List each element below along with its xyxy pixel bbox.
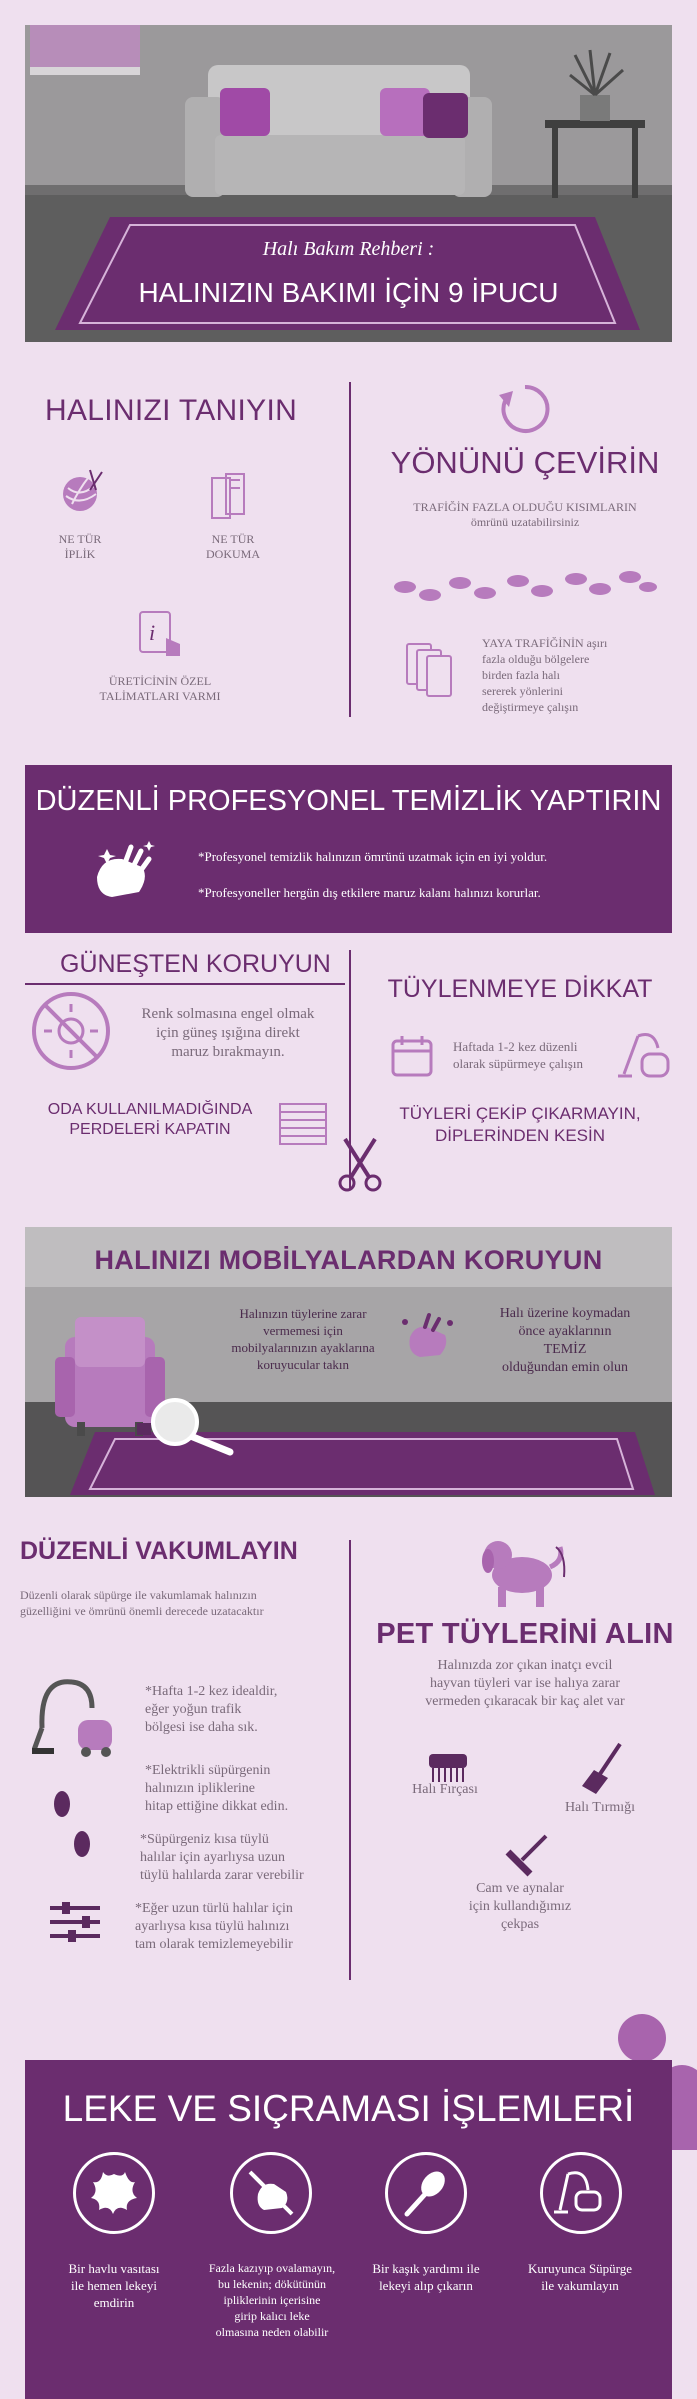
cleaning-hand-icon <box>87 837 157 907</box>
yarn-ball-icon <box>60 468 106 514</box>
stain-text-4: Kuruyunca Süpürge ile vakumlayın <box>527 2261 633 2293</box>
squeegee-icon <box>502 1832 550 1880</box>
rotate-tip: YAYA TRAFİĞİNİN aşırı fazla olduğu bölgelere birden fazla halı sererek yönlerini değiştirmeye çalışın <box>482 636 608 714</box>
footprints-icon <box>390 565 660 615</box>
pro-line-2: *Profesyoneller hergün dış etkilere maruz kalanı halınızı korurlar. <box>198 885 541 900</box>
furniture-title: HALINIZI MOBİLYALARDAN KORUYUN <box>94 1245 603 1275</box>
sun-title: GÜNEŞTEN KORUYUN <box>60 950 331 978</box>
shoe-prints-icon <box>48 1788 96 1868</box>
pro-line-1: *Profesyonel temizlik halınızın ömrünü uzatmak için en iyi yoldur. <box>198 849 548 864</box>
sun-underline <box>25 983 345 985</box>
dog-icon <box>480 1537 570 1609</box>
vacuum-cleaner-icon <box>32 1668 116 1758</box>
fuzz-title: TÜYLENMEYE DİKKAT <box>387 975 653 1003</box>
settings-sliders-icon <box>50 1900 100 1944</box>
pro-title: DÜZENLİ PROFESYONEL TEMİZLİK YAPTIRIN <box>35 785 662 817</box>
furniture-section <box>25 1227 672 1497</box>
sun-text: Renk solmasına engel olmak için güneş ışığına direkt maruz bırakmayın. <box>141 1006 315 1060</box>
vacuum-tip-2: *Elektrikli süpürgenin halınızın ipliklerine hitap ettiğine dikkat edin. <box>145 1763 289 1814</box>
vacuum-lead: Düzenli olarak süpürge ile vakumlamak halınızın güzelliğini ve ömrünü önemli derecede uzatacaktır <box>20 1588 264 1618</box>
vacuum-white-icon <box>552 2164 610 2222</box>
stain-text-1: Bir havlu vasıtası ile hemen lekeyi emdirin <box>68 2261 160 2310</box>
info-manual-icon <box>136 608 184 660</box>
rotate-lead: TRAFİĞİN FAZLA OLDUĞU KISIMLARIN ömrünü uzatabilirsiniz <box>413 500 637 529</box>
splash-icon <box>85 2164 143 2222</box>
header-subtitle: Halı Bakım Rehberi : <box>262 238 435 260</box>
furniture-text-1: Halınızın tüylerine zarar vermemesi için mobilyalarınızın ayaklarına koruyucular takın <box>231 1306 375 1372</box>
furniture-text-2: Halı üzerine koymadan önce ayaklarının TEMİZ olduğundan emin olun <box>499 1306 631 1375</box>
calendar-icon <box>390 1033 436 1079</box>
pet-tool-rake: Halı Tırmığı <box>564 1800 636 1815</box>
vacuum-tip-1: *Hafta 1-2 kez idealdir, eğer yoğun trafik bölgesi ise daha sık. <box>145 1684 278 1735</box>
stain-section <box>25 2060 672 2399</box>
rotate-title: YÖNÜNÜ ÇEVİRİN <box>390 445 660 480</box>
no-sun-icon <box>30 990 112 1072</box>
know-item-manual: ÜRETİCİNİN ÖZEL TALİMATLARI VARMI <box>99 674 221 703</box>
stain-title: LEKE VE SIÇRAMASI İŞLEMLERİ <box>62 2088 635 2129</box>
rug-rake-icon <box>580 1742 626 1796</box>
vacuum-title: DÜZENLİ VAKUMLAYIN <box>20 1537 298 1565</box>
vacuum-icon <box>618 1030 672 1082</box>
stain-text-2: Fazla kazıyıp ovalamayın, bu lekenin; dökütünün ipliklerinin içerisine girip kalıcı leke olmasına neden olabilir <box>208 2261 336 2339</box>
pet-tool-squeegee: Cam ve aynalar için kullandığımız çekpas <box>468 1881 572 1932</box>
no-scrub-icon <box>242 2164 300 2222</box>
pet-title: PET TÜYLERİNİ ALIN <box>376 1618 674 1650</box>
rugs-stack-icon <box>405 640 457 702</box>
svg-text:i: i <box>149 620 156 645</box>
fuzz-tip: TÜYLERİ ÇEKİP ÇIKARMAYIN, DİPLERİNDEN KESİN <box>399 1104 641 1145</box>
weave-icon <box>208 472 248 524</box>
header-title: HALINIZIN BAKIMI İÇİN 9 İPUCU <box>138 277 559 308</box>
know-title: HALINIZI TANIYIN <box>45 394 298 427</box>
vacuum-tip-4: *Eğer uzun türlü halılar için ayarlıysa kısa tüylü halınızı tam olarak temizlemeyebilir <box>135 1901 293 1952</box>
pet-tool-brush: Halı Fırçası <box>412 1782 478 1797</box>
pro-section <box>25 765 672 933</box>
blinds-icon <box>278 1102 330 1150</box>
rotate-arrow-icon <box>497 381 553 437</box>
sun-tip: ODA KULLANILMADIĞINDA PERDELERİ KAPATIN <box>47 1101 253 1138</box>
fuzz-text: Haftada 1-2 kez düzenli olarak süpürmeye çalışın <box>453 1039 583 1071</box>
rug-brush-icon <box>425 1752 471 1786</box>
know-item-weave: NE TÜR DOKUMA <box>206 532 260 561</box>
pet-lead: Halınızda zor çıkan inatçı evcil hayvan tüyleri var ise halıya zarar vermeden çıkaracak bir kaç alet var <box>425 1658 625 1709</box>
stain-text-3: Bir kaşık yardımı ile lekeyi alıp çıkarın <box>372 2261 480 2293</box>
vacuum-tip-3: *Süpürgeniz kısa tüylü halılar için ayarlıysa uzun tüylü halılarda zarar verebilir <box>140 1832 304 1883</box>
spoon-icon <box>397 2164 455 2222</box>
divider <box>349 382 351 717</box>
header-illustration <box>25 25 672 342</box>
know-item-yarn: NE TÜR İPLİK <box>58 532 102 561</box>
